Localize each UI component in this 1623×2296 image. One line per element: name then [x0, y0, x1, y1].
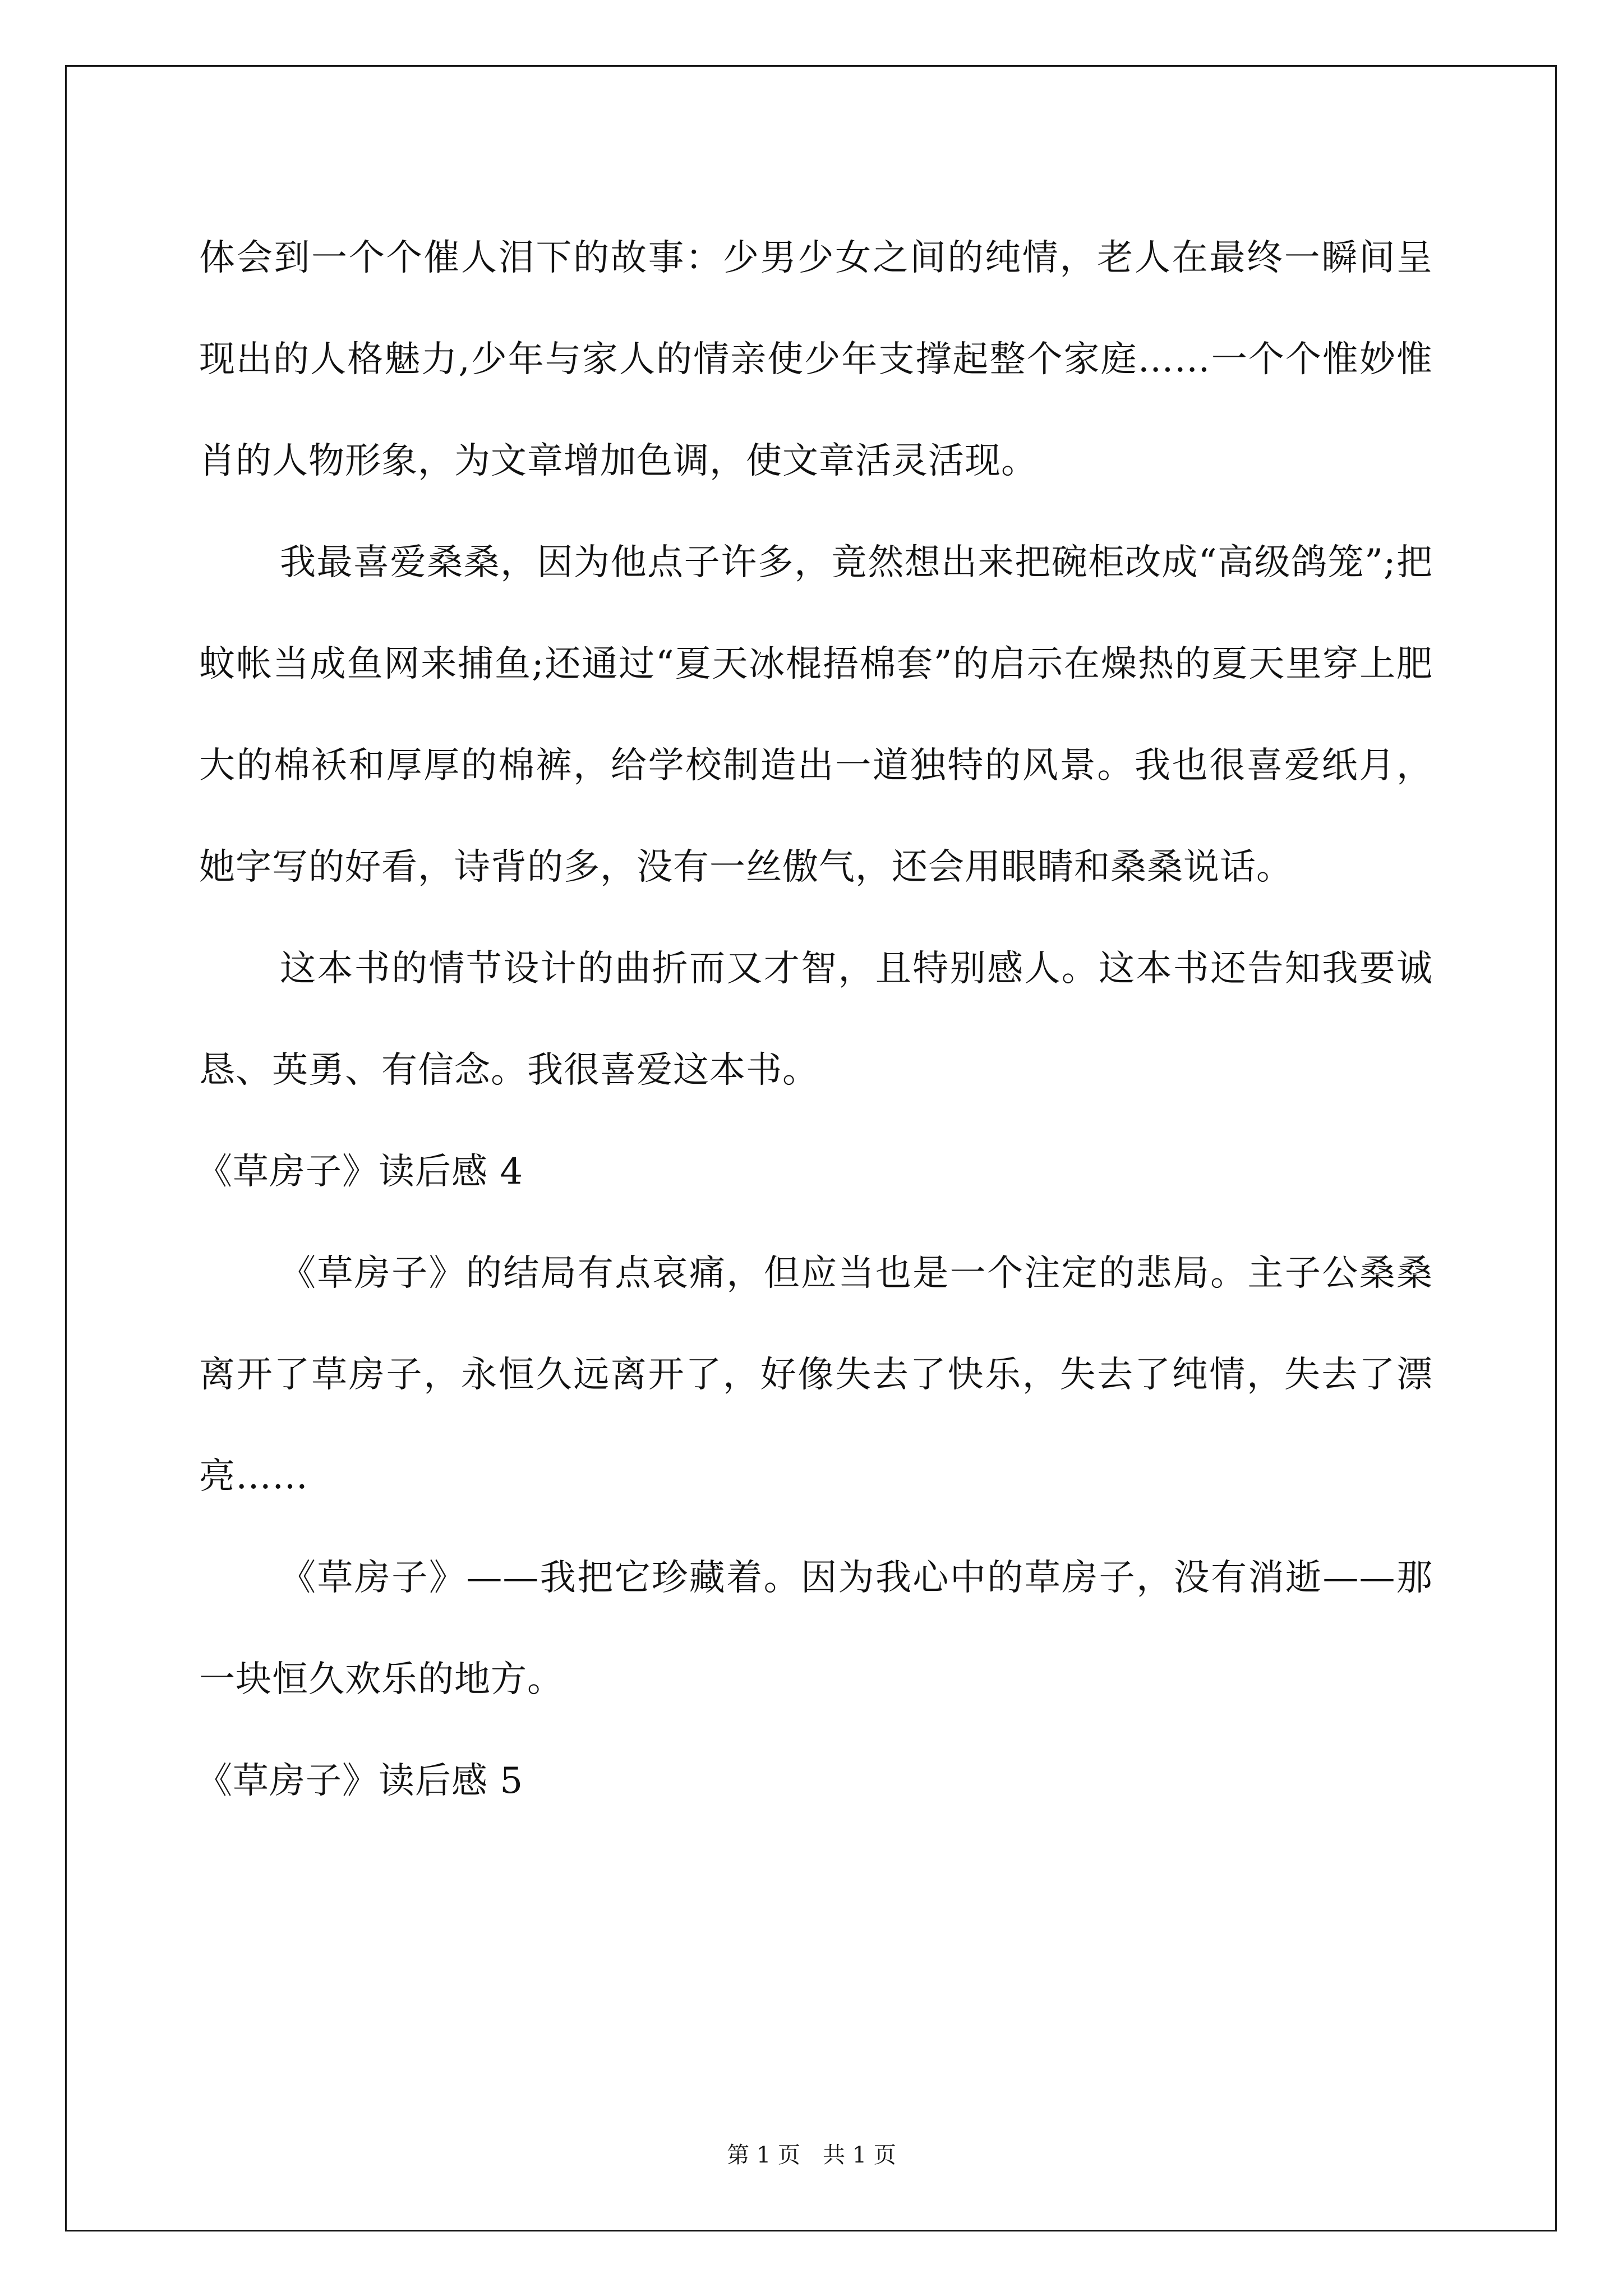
page-number: 第 1 页 [727, 2142, 800, 2168]
section-heading: 《草房子》读后感 5 [196, 1760, 524, 1802]
document-body [196, 208, 1433, 1832]
paragraph: 体会到一个个催人泪下的故事：少男少女之间的纯情，老人在最终一瞬间呈现出的人格魅力,少年与家人的情亲使少年支撑起整个家庭……一个个惟妙惟肖的人物形象，为文章增加色调，使文章活灵活现。 [199, 237, 1433, 482]
page-footer [0, 2137, 1623, 2169]
paragraph: 我最喜爱桑桑，因为他点子许多，竟然想出来把碗柜改成“高级鸽笼”;把蚊帐当成鱼网来捕鱼;还通过“夏天冰棍捂棉套”的启示在燥热的夏天里穿上肥大的棉袄和厚厚的棉裤，给学校制造出一道独特的风景。我也很喜爱纸月，她字写的好看，诗背的多，没有一丝傲气，还会用眼睛和桑桑说话。 [199, 542, 1433, 888]
paragraph: 《草房子》——我把它珍藏着。因为我心中的草房子，没有消逝——那一块恒久欢乐的地方。 [199, 1557, 1433, 1700]
section-heading: 《草房子》读后感 4 [196, 1151, 524, 1193]
paragraph: 这本书的情节设计的曲折而又才智，且特别感人。这本书还告知我要诚恳、英勇、有信念。我很喜爱这本书。 [199, 948, 1433, 1091]
paragraph: 《草房子》的结局有点哀痛，但应当也是一个注定的悲局。主子公桑桑离开了草房子，永恒久远离开了，好像失去了快乐，失去了纯情，失去了漂亮…… [199, 1253, 1433, 1497]
page-total: 共 1 页 [823, 2142, 896, 2168]
